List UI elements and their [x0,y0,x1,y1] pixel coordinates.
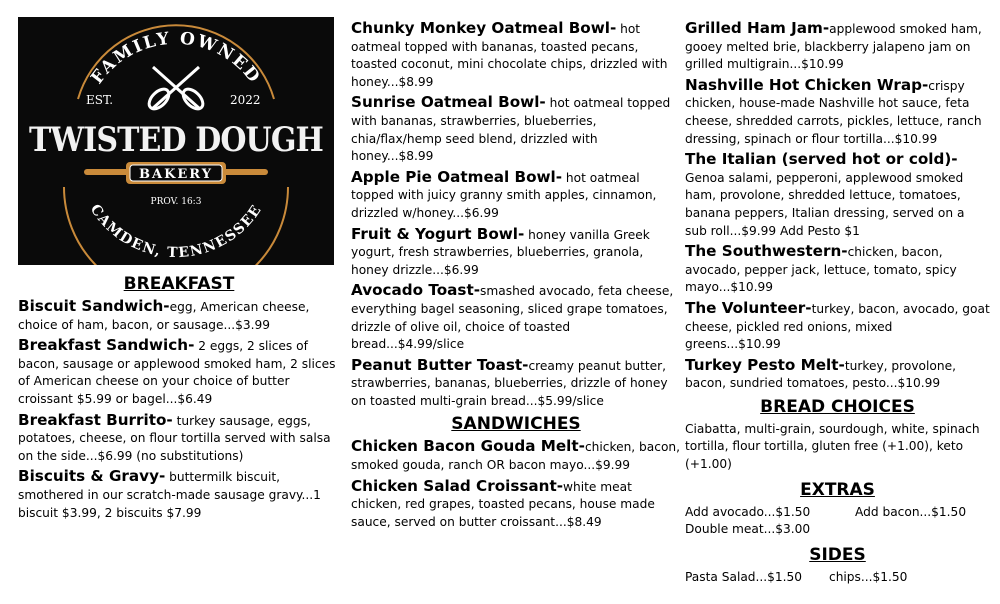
menu-item: The Italian (served hot or cold)- Genoa salami, pepperoni, applewood smoked ham, provolone, shredded lettuce, tomatoes, banana peppers, Italian dressing, served on a sub roll...$9.99 Add Pesto $1 [685,150,965,238]
whisk-rollingpin-icon [146,67,207,112]
menu-item: Turkey Pesto Melt-turkey, provolone, bacon, sundried tomatoes, pesto...$10.99 [685,355,956,391]
menu-item: Grilled Ham Jam-applewood smoked ham, gooey melted brie, blackberry jalapeno jam on grilled multigrain...$10.99 [685,19,982,72]
svg-text:FAMILY OWNED [87,29,265,88]
menu-item: Biscuit Sandwich-egg, American cheese, choice of ham, bacon, or sausage...$3.99 [18,297,310,332]
menu-item: Apple Pie Oatmeal Bowl- hot oatmeal topped with juicy granny smith apples, cinnamon, drizzled w/honey...$6.99 [351,167,657,220]
sides-row [685,569,990,587]
logo-graphic [18,17,334,265]
logo-est: EST. [86,93,114,107]
menu-item: The Volunteer-turkey, bacon, avocado, goat cheese, pickled red onions, mixed greens...$10.99 [685,298,990,352]
logo-prov: PROV. 16:3 [150,197,202,207]
extra-double-meat: Double meat...$3.00 [685,522,811,537]
logo-family-owned: FAMILY OWNED [87,28,265,88]
menu-item: Avocado Toast-smashed avocado, feta cheese, everything bagel seasoning, sliced grape tomatoes, drizzle of olive oil, choice of toasted bread...$4.99/slice [351,281,674,352]
extras-row [685,521,990,539]
column-breakfast [18,272,340,525]
svg-text:CAMDEN, TENNESSEE [87,202,266,261]
bread-choices: Ciabatta, multi-grain, sourdough, white, spinach tortilla, flour tortilla, gluten free (+1.00), keto (+1.00) [685,421,980,472]
bread-title: BREAD CHOICES [760,396,915,417]
column-sandwiches-extras [685,20,990,586]
sides-title: SIDES [809,544,866,565]
menu-item: Chunky Monkey Oatmeal Bowl- hot oatmeal topped with bananas, toasted pecans, toasted coconut, mini chocolate chips, drizzled with honey...$8.99 [351,19,668,89]
column-oatmeal-sandwiches [351,20,681,534]
menu-item: The Southwestern-chicken, bacon, avocado, pepper jack, lettuce, tomato, spicy mayo...$10.99 [685,242,957,295]
extra-bacon: Add bacon...$1.50 [855,504,967,519]
menu-item: Peanut Butter Toast-creamy peanut butter, strawberries, bananas, blueberries, drizzle of honey on toasted multi-grain bread...$5.99/slice [351,355,668,408]
breakfast-title: BREAKFAST [123,274,235,294]
menu-item: Biscuits & Gravy- buttermilk biscuit, smothered in our scratch-made sausage gravy...1 biscuit $3.99, 2 biscuits $7.99 [18,467,321,520]
menu-item: Sunrise Oatmeal Bowl- hot oatmeal topped with bananas, strawberries, blueberries, chia/flax/hemp seed blend, drizzled with honey...$8.99 [351,93,671,164]
logo-location: CAMDEN, TENNESSEE [86,201,266,262]
logo [18,17,334,265]
extras-row [685,504,990,522]
menu-item: Chicken Salad Croissant-white meat chicken, red grapes, toasted pecans, house made sauce, served on butter croissant...$8.49 [351,476,655,529]
side-pasta: Pasta Salad...$1.50 [685,569,803,584]
menu-item: Nashville Hot Chicken Wrap-crispy chicken, house-made Nashville hot sauce, feta cheese, shredded carrots, pickles, lettuce, ranch dressing, spinach or flour tortilla...$10.99 [685,75,982,146]
side-chips: chips...$1.50 [829,569,908,584]
menu-item: Chicken Bacon Gouda Melt-chicken, bacon, smoked gouda, ranch OR bacon mayo...$9.99 [351,437,681,473]
sandwiches-title: SANDWICHES [451,414,581,435]
extra-avocado: Add avocado...$1.50 [685,504,811,519]
extras-title: EXTRAS [800,479,875,500]
logo-bakery: BAKERY [139,167,213,182]
menu-item: Breakfast Burrito- turkey sausage, eggs, potatoes, cheese, on flour tortilla served with salsa on the side...$6.99 (no substitutions) [18,410,331,463]
menu-item: Fruit & Yogurt Bowl- honey vanilla Greek yogurt, fresh strawberries, blueberries, granola, honey drizzle...$6.99 [351,224,650,277]
menu-item: Breakfast Sandwich- 2 eggs, 2 slices of bacon, sausage or applewood smoked ham, 2 slices of American cheese on your choice of butter croissant $5.99 or bagel...$6.49 [18,336,336,406]
logo-name: TWISTED DOUGH [29,120,323,160]
logo-year: 2022 [230,93,261,107]
